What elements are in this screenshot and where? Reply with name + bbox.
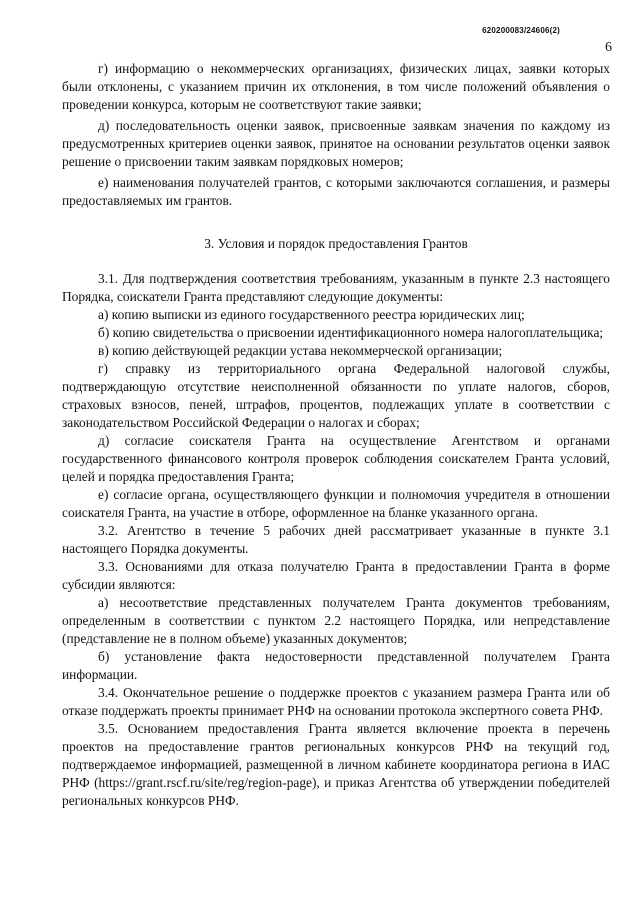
clause-3-1-v: в) копию действующей редакции устава некоммерческой организации; bbox=[98, 343, 503, 358]
page-number: 6 bbox=[605, 40, 612, 55]
clause-3-1-e: е) согласие органа, осуществляющего функции и полномочия учредителя в отношении соискателя Гранта, на участие в отборе, оформленное на бланке указанного органа. bbox=[62, 487, 610, 520]
clause-3-4: 3.4. Окончательное решение о поддержке проектов с указанием размера Гранта или об отказе поддержать проекты принимает РНФ на основании протокола экспертного совета РНФ. bbox=[62, 685, 610, 718]
clause-3-3-b: б) установление факта недостоверности представленной получателем Гранта информации. bbox=[62, 649, 610, 682]
clause-3-1-g: г) справку из территориального органа Федеральной налоговой службы, подтверждающую отсутствие неисполненной обязанности по уплате налогов, сборов, страховых взносов, пеней, штрафов, процентов, подлежащих уплате в соответствии с законодательством Российской Федерации о налогах и сборах; bbox=[62, 361, 610, 430]
clause-3-3: 3.3. Основаниями для отказа получателю Гранта в предоставлении Гранта в форме субсидии являются: bbox=[62, 559, 610, 592]
clause-3-2: 3.2. Агентство в течение 5 рабочих дней рассматривает указанные в пункте 3.1 настоящего Порядка документы. bbox=[62, 523, 610, 556]
paragraph-d: д) последовательность оценки заявок, присвоенные заявкам значения по каждому из предусмотренных критериев оценки заявок, принятое на основании результатов оценки заявок решение о присвоении таким заявкам порядковых номеров; bbox=[62, 118, 610, 169]
document-code: 620200083/24606(2) bbox=[482, 26, 560, 35]
paragraph-g: г) информацию о некоммерческих организациях, физических лицах, заявки которых были отклонены, с указанием причин их отклонения, в том числе положений объявления о проведении конкурса, которым не соответствуют такие заявки; bbox=[62, 61, 610, 112]
clause-3-5: 3.5. Основанием предоставления Гранта является включение проекта в перечень проектов на предоставление грантов региональных конкурсов РНФ на текущий год, подтверждаемое информацией, размещенной в личном кабинете координатора региона в ИАС РНФ (https://grant.rscf.ru/site/reg/region-page), и приказ Агентства об утверждении победителей региональных конкурсов РНФ. bbox=[62, 721, 610, 808]
document-body bbox=[62, 60, 610, 810]
clause-3-1-d: д) согласие соискателя Гранта на осуществление Агентством и органами государственного финансового контроля проверок соблюдения соискателем Гранта условий, целей и порядка предоставления Гранта; bbox=[62, 433, 610, 484]
clause-3-1-a: а) копию выписки из единого государственного реестра юридических лиц; bbox=[98, 307, 525, 322]
paragraph-e: е) наименования получателей грантов, с которыми заключаются соглашения, и размеры предоставляемых им грантов. bbox=[62, 175, 610, 208]
clause-3-1: 3.1. Для подтверждения соответствия требованиям, указанным в пункте 2.3 настоящего Порядка, соискатели Гранта представляют следующие документы: bbox=[62, 271, 610, 304]
clause-3-3-a: а) несоответствие представленных получателем Гранта документов требованиям, определенным в соответствии с пунктом 2.2 настоящего Порядка, или непредставление (представление не в полном объеме) указанных документов; bbox=[62, 595, 610, 646]
section-title: 3. Условия и порядок предоставления Грантов bbox=[204, 236, 468, 251]
clause-3-1-b: б) копию свидетельства о присвоении идентификационного номера налогоплательщика; bbox=[98, 325, 604, 340]
